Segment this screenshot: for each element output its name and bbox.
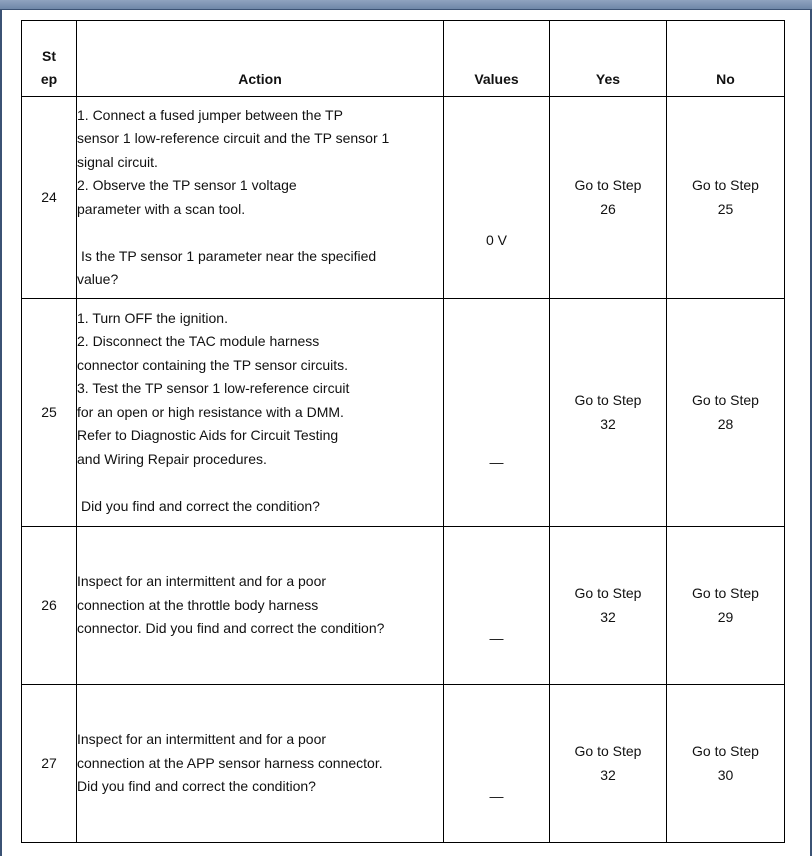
header-no: No — [667, 21, 785, 97]
yes-goto-label: Go to Step — [574, 177, 642, 193]
yes-goto-label: Go to Step — [574, 392, 642, 408]
header-yes: Yes — [550, 21, 667, 97]
action-line: and Wiring Repair procedures. — [77, 450, 267, 467]
no-goto-step-number: 25 — [717, 200, 734, 217]
yes-goto-cell — [550, 685, 667, 843]
value-cell: — — [444, 685, 550, 843]
no-goto-step-number: 30 — [717, 766, 734, 783]
yes-goto-step-number: 26 — [600, 200, 616, 217]
step-number: 27 — [22, 685, 77, 843]
action-cell — [77, 299, 444, 527]
action-line: Refer to Diagnostic Aids for Circuit Testing — [77, 427, 339, 444]
value-cell: — — [444, 299, 550, 527]
no-goto-label: Go to Step — [692, 177, 759, 193]
action-line: Inspect for an intermittent and for a poor — [77, 731, 327, 748]
yes-goto-step-number: 32 — [600, 766, 616, 783]
no-goto-label: Go to Step — [692, 743, 759, 759]
value-cell: 0 V — [444, 97, 550, 299]
action-line: 1. Turn OFF the ignition. — [77, 309, 228, 326]
window-left-border — [0, 9, 2, 856]
step-number: 24 — [22, 97, 77, 299]
yes-goto-label: Go to Step — [574, 585, 642, 601]
action-line: 2. Observe the TP sensor 1 voltage — [77, 177, 297, 193]
step-number: 25 — [22, 299, 77, 527]
yes-goto-cell — [550, 527, 667, 685]
diagnostic-steps-table — [21, 20, 785, 843]
yes-goto-cell — [550, 97, 667, 299]
step-number: 26 — [22, 527, 77, 685]
no-goto-label: Go to Step — [692, 392, 759, 408]
action-line: 3. Test the TP sensor 1 low-reference circuit — [77, 380, 350, 397]
action-line: 2. Disconnect the TAC module harness — [77, 333, 320, 350]
no-goto-cell — [667, 527, 785, 685]
question-line: Did you find and correct the condition? — [81, 497, 320, 514]
action-line: signal circuit. — [77, 153, 158, 170]
header-step-line-1: St — [42, 48, 56, 64]
action-cell — [77, 97, 444, 299]
header-action: Action — [77, 21, 444, 97]
action-line: connection at the APP sensor harness connector. — [77, 754, 383, 771]
action-line: for an open or high resistance with a DMM. — [77, 403, 344, 420]
table-row — [22, 299, 785, 527]
no-goto-step-number: 29 — [717, 608, 734, 625]
table-header-row — [22, 21, 785, 97]
action-cell — [77, 527, 444, 685]
table-row — [22, 685, 785, 843]
window-title-bar — [0, 0, 812, 10]
question-line: value? — [77, 271, 119, 287]
action-line: Inspect for an intermittent and for a poor — [77, 573, 327, 590]
action-line: sensor 1 low-reference circuit and the TP sensor 1 — [77, 130, 390, 146]
action-line: connection at the throttle body harness — [77, 596, 319, 613]
no-goto-cell — [667, 299, 785, 527]
table-row — [22, 97, 785, 299]
yes-goto-step-number: 32 — [600, 608, 616, 625]
header-step-line-2: ep — [40, 71, 58, 87]
action-cell — [77, 685, 444, 843]
yes-goto-cell — [550, 299, 667, 527]
header-step — [22, 21, 77, 97]
action-line: 1. Connect a fused jumper between the TP — [77, 106, 343, 123]
question-line: Is the TP sensor 1 parameter near the specified — [81, 247, 377, 264]
action-line: parameter with a scan tool. — [77, 200, 246, 217]
action-line: connector. Did you find and correct the condition? — [77, 620, 385, 637]
no-goto-cell — [667, 97, 785, 299]
value-cell: — — [444, 527, 550, 685]
action-line: connector containing the TP sensor circuits. — [77, 356, 349, 373]
no-goto-cell — [667, 685, 785, 843]
action-line: Did you find and correct the condition? — [77, 778, 316, 795]
yes-goto-step-number: 32 — [600, 415, 616, 432]
header-values: Values — [444, 21, 550, 97]
no-goto-step-number: 28 — [717, 415, 734, 432]
table-row — [22, 527, 785, 685]
no-goto-label: Go to Step — [692, 585, 759, 601]
yes-goto-label: Go to Step — [574, 743, 642, 759]
